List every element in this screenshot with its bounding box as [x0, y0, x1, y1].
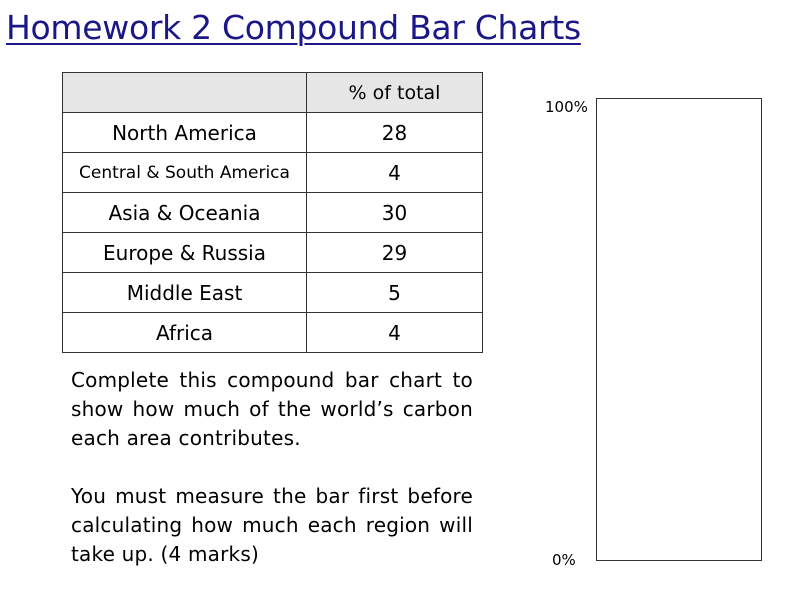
- page-title: Homework 2 Compound Bar Charts: [6, 8, 581, 47]
- bar-bottom-label: 0%: [552, 551, 576, 569]
- table-row: [63, 153, 483, 193]
- table-row: [63, 313, 483, 353]
- table-header-percent: % of total: [307, 73, 483, 113]
- region-name: Asia & Oceania: [63, 193, 307, 233]
- blank-compound-bar: [596, 98, 762, 561]
- carbon-table: [62, 72, 483, 353]
- table-row: [63, 233, 483, 273]
- region-percent: 5: [307, 273, 483, 313]
- region-percent: 4: [307, 153, 483, 193]
- bar-top-label: 100%: [545, 98, 588, 116]
- region-name: Middle East: [63, 273, 307, 313]
- region-percent: 4: [307, 313, 483, 353]
- table-header-row: [63, 73, 483, 113]
- region-name: Africa: [63, 313, 307, 353]
- region-percent: 29: [307, 233, 483, 273]
- table-header-region: [63, 73, 307, 113]
- instructions: [71, 366, 473, 569]
- table-row: [63, 193, 483, 233]
- table-row: [63, 113, 483, 153]
- region-percent: 30: [307, 193, 483, 233]
- instructions-paragraph: You must measure the bar first before calculating how much each region will take up. (4 marks): [71, 484, 473, 566]
- region-name: Europe & Russia: [63, 233, 307, 273]
- table-row: [63, 273, 483, 313]
- region-percent: 28: [307, 113, 483, 153]
- region-name: Central & South America: [63, 153, 307, 193]
- region-name: North America: [63, 113, 307, 153]
- instructions-paragraph: Complete this compound bar chart to show how much of the world’s carbon each area contributes.: [71, 368, 473, 450]
